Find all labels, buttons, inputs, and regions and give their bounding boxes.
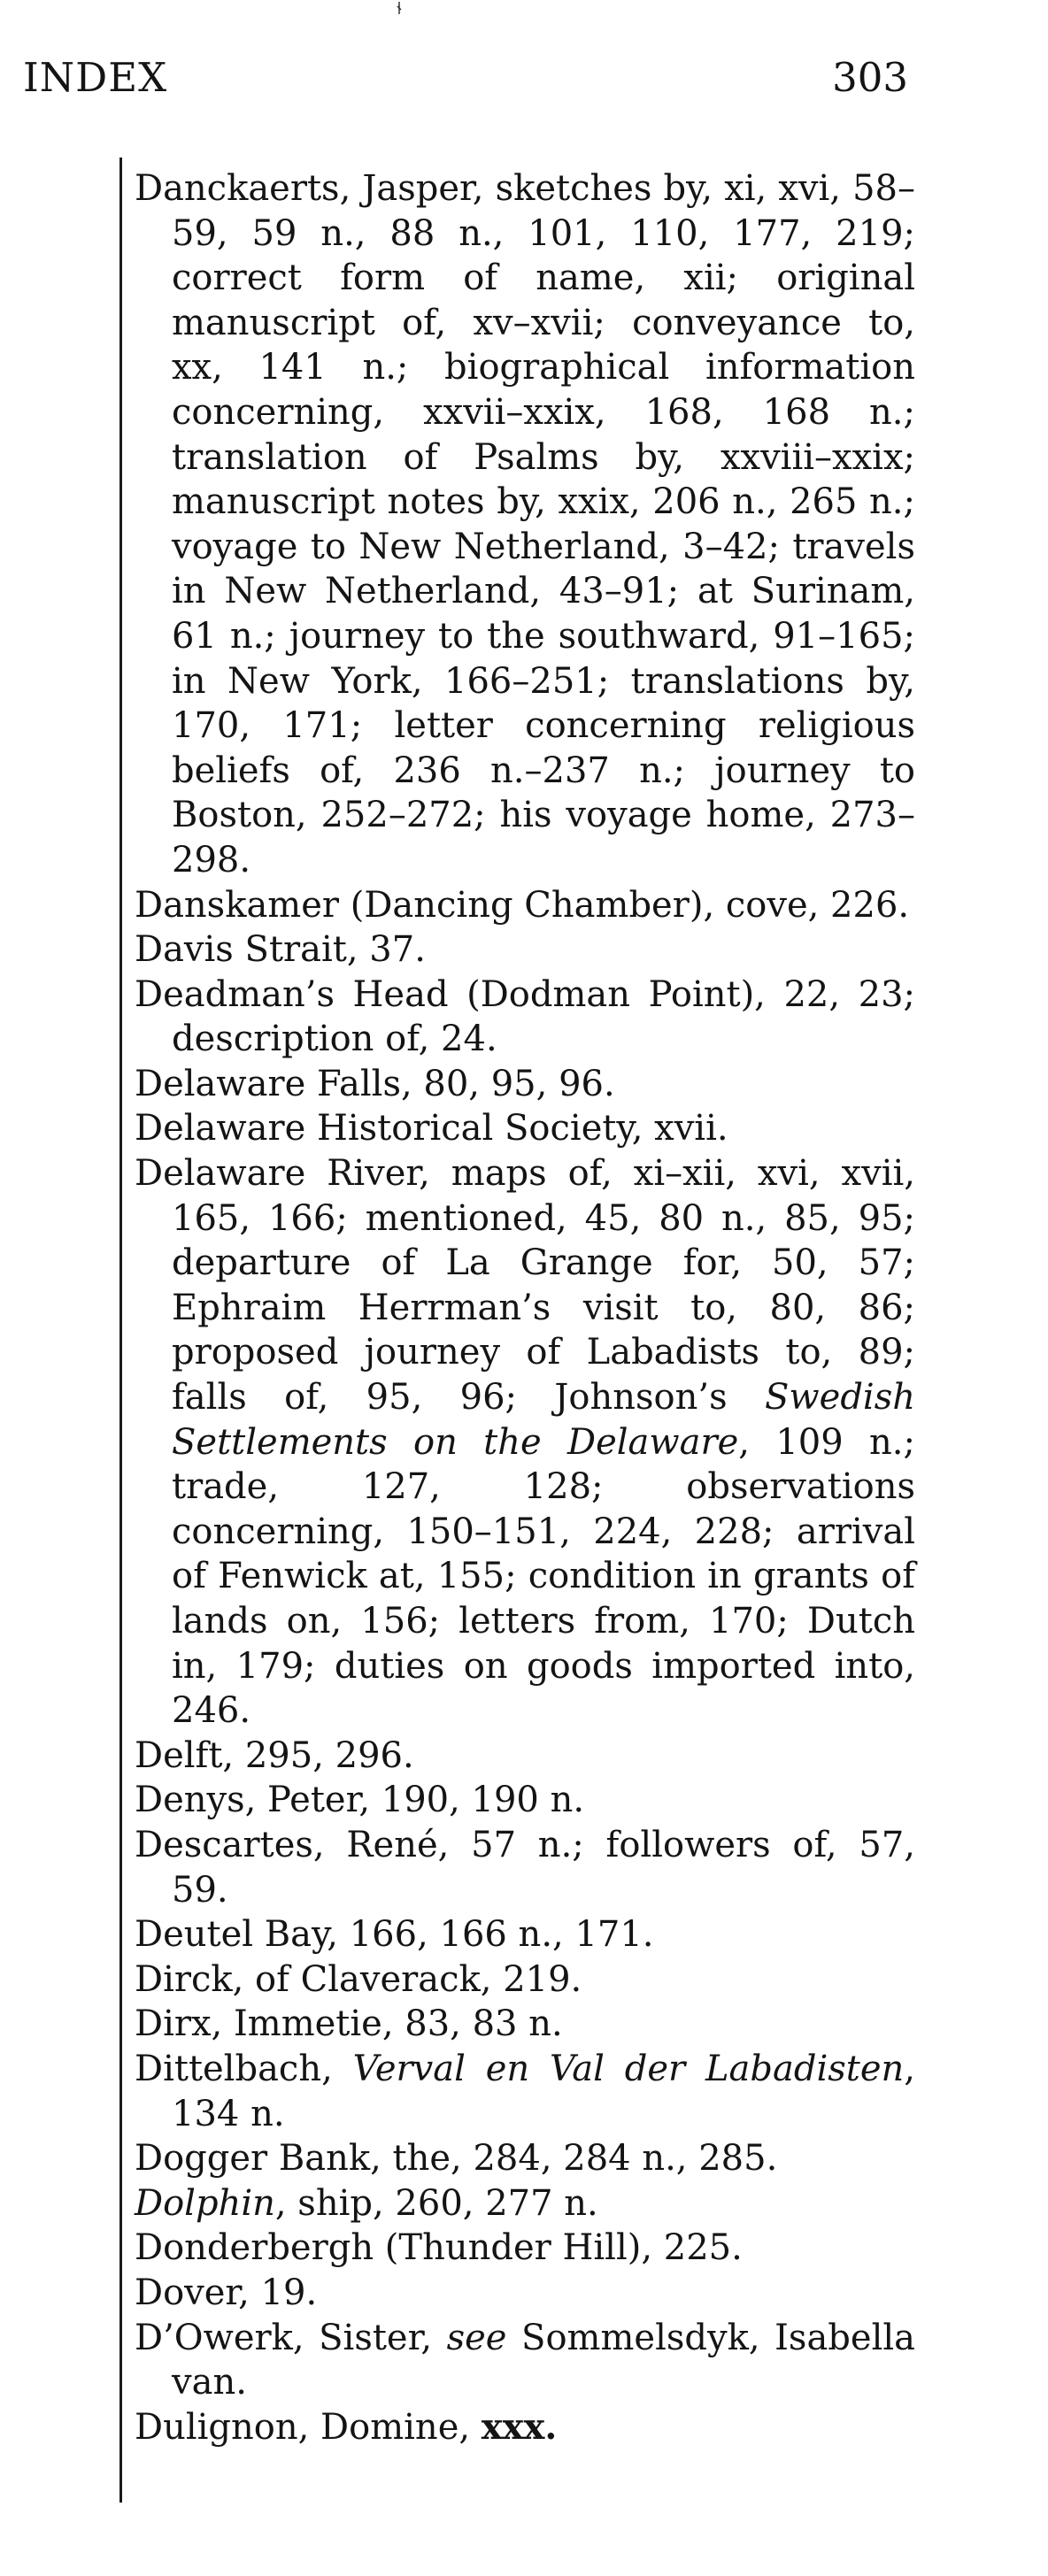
index-entry-dolphin — [135, 2181, 915, 2226]
index-entry-delaware-historical-society — [135, 1106, 915, 1151]
entry-text: Descartes, René, 57 n.; followers of, 57, 59. — [135, 1824, 915, 1911]
index-entry-denys — [135, 1778, 915, 1823]
column-rule — [119, 158, 122, 2503]
entry-bold-ref: xxx. — [481, 2405, 558, 2448]
entry-text: Delft, 295, 296. — [135, 1734, 414, 1776]
entry-text: Dirck, of Claverack, 219. — [135, 1958, 582, 2000]
index-entry-dulignon — [135, 2405, 915, 2450]
entry-text: , 109 n.; trade, 127, 128; observations concerning, 150–151, 224, 228; arrival of Fenwick at, 155; condition in grants of lands on, 156; letters from, 170; Dutch in, 179; duties on goods imported into, 246. — [172, 1421, 915, 1732]
index-entry-deutel-bay — [135, 1912, 915, 1957]
entry-italic-title: Dolphin — [135, 2182, 275, 2224]
entry-text: Deutel Bay, 166, 166 n., 171. — [135, 1914, 654, 1956]
index-entry-dirx — [135, 2002, 915, 2047]
entry-italic-title: Verval en Val der Labadisten — [352, 2048, 905, 2089]
entry-text: Delaware River, maps of, xi–xii, xvi, xvii, 165, 166; mentioned, 45, 80 n., 85, 95; departure of La Grange for, 50, 57; Ephraim Herrman’s visit to, 80, 86; proposed journey of Labadists to, 89; falls of, 95, 96; Johnson’s — [135, 1153, 915, 1419]
entry-text: Sommelsdyk, Isabella van. — [172, 2317, 915, 2403]
index-entry-deadmans-head — [135, 973, 915, 1062]
entry-text: Dover, 19. — [135, 2272, 318, 2313]
index-entry-dover — [135, 2271, 915, 2316]
index-list — [135, 166, 915, 2449]
index-entry-delft — [135, 1734, 915, 1779]
entry-text: Dulignon, Domine, — [135, 2406, 482, 2448]
entry-text: Danckaerts, Jasper, sketches by, xi, xvi, 58–59, 59 n., 88 n., 101, 110, 177, 219; correct form of name, xii; original manuscript of, xv–xvii; conveyance to, xx, 141 n.; biographical information concerning, xxvii–xxix, 168, 168 n.; translation of Psalms by, xxviii–xxix; manuscript notes by, xxix, 206 n., 265 n.; voyage to New Netherland, 3–42; travels in New Netherland, 43–91; at Surinam, 61 n.; journey to the southward, 91–165; in New York, 166–251; translations by, 170, 171; letter concerning religious beliefs of, 236 n.–237 n.; journey to Boston, 252–272; his voyage home, 273–298. — [135, 168, 915, 880]
entry-text: Davis Strait, 37. — [135, 929, 426, 971]
entry-text: Delaware Historical Society, xvii. — [135, 1108, 728, 1150]
index-entry-dirck — [135, 1957, 915, 2003]
index-entry-davis-strait — [135, 927, 915, 973]
entry-text: , 134 n. — [172, 2048, 915, 2134]
entry-text: Denys, Peter, 190, 190 n. — [135, 1780, 585, 1821]
entry-italic-see: see — [446, 2317, 507, 2358]
index-entry-delaware-river — [135, 1151, 915, 1734]
index-entry-danckaerts — [135, 166, 915, 883]
entry-text: Danskamer (Dancing Chamber), cove, 226. — [135, 884, 910, 926]
entry-text: Dogger Bank, the, 284, 284 n., 285. — [135, 2138, 778, 2180]
index-entry-delaware-falls — [135, 1062, 915, 1107]
index-entry-dogger-bank — [135, 2136, 915, 2181]
entry-text: Dirx, Immetie, 83, 83 n. — [135, 2003, 563, 2045]
entry-text: Delaware Falls, 80, 95, 96. — [135, 1063, 615, 1104]
index-entry-descartes — [135, 1823, 915, 1912]
index-entry-dowerk — [135, 2316, 915, 2405]
entry-text: Donderbergh (Thunder Hill), 225. — [135, 2227, 743, 2269]
print-mark-icon — [397, 2, 402, 14]
page-number: 303 — [832, 54, 908, 101]
entry-italic-title: Swedish Settlements on the Delaware — [172, 1377, 915, 1463]
header-title: INDEX — [23, 54, 168, 101]
index-entry-dittelbach — [135, 2047, 915, 2136]
index-entry-donderbergh — [135, 2226, 915, 2271]
entry-text: , ship, 260, 277 n. — [274, 2182, 598, 2224]
entry-text: Dittelbach, — [135, 2048, 353, 2089]
running-header — [23, 51, 908, 104]
index-entry-danskamer — [135, 883, 915, 928]
entry-text: D’Owerk, Sister, — [135, 2317, 447, 2358]
entry-text: Deadman’s Head (Dodman Point), 22, 23; description of, 24. — [135, 973, 915, 1060]
